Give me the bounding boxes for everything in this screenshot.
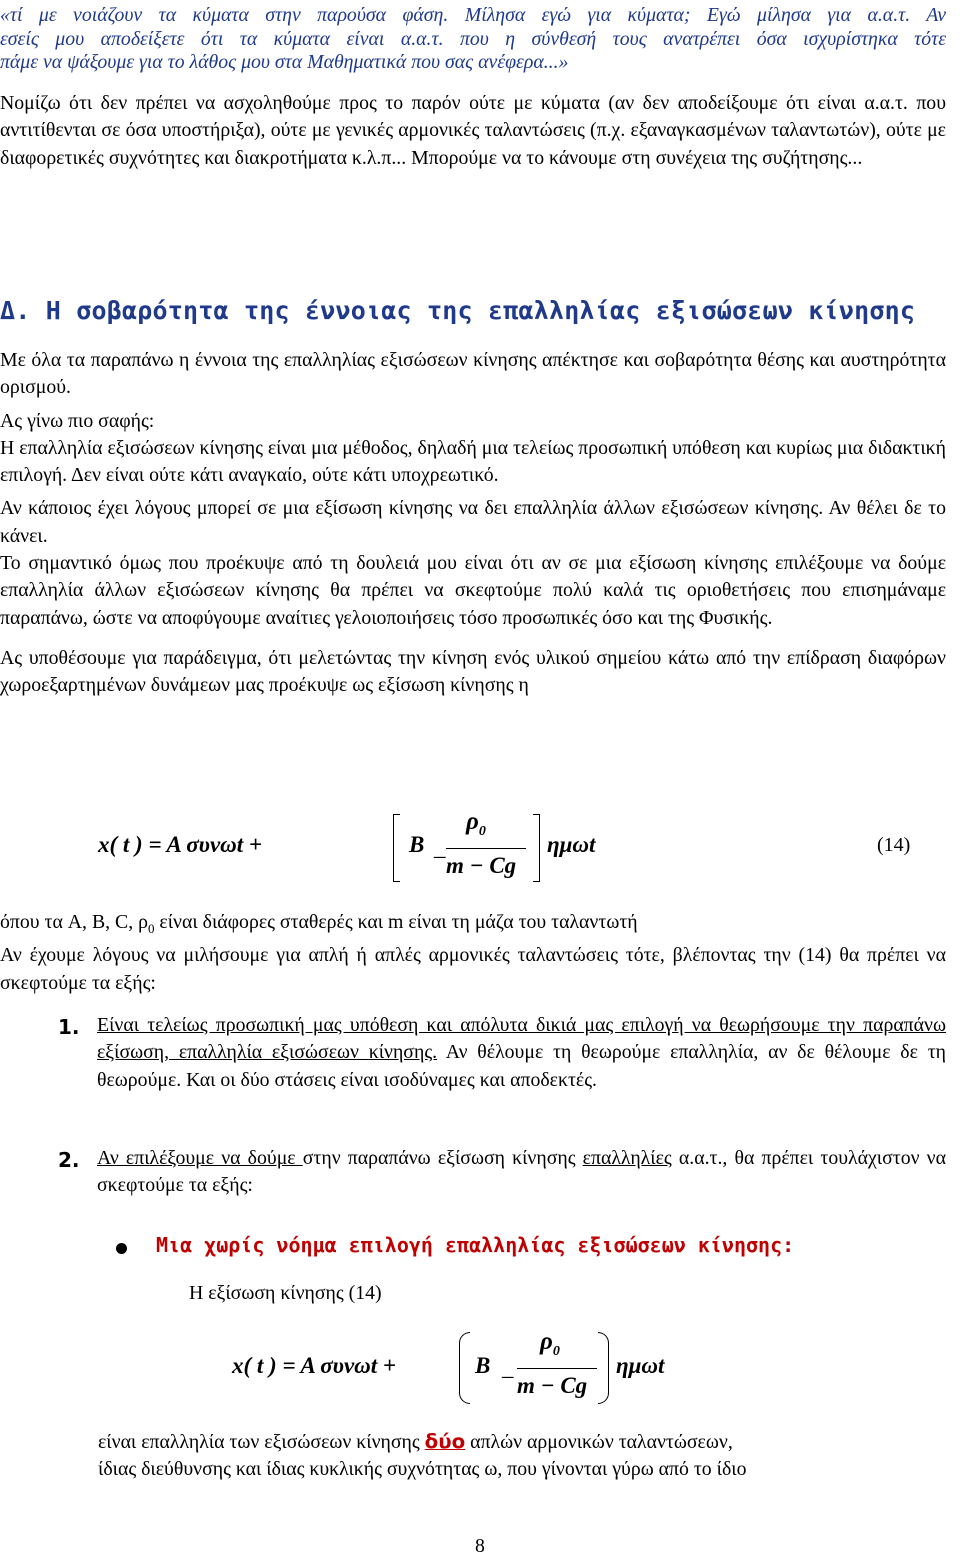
equation-14: x( t ) = A συνωt + B – $\rho_0$ m − Cg ημωt (14) [0,812,946,892]
fraction-numerator [540,1328,560,1360]
underlined-text: επαλληλίες [582,1147,672,1169]
list-number: 1. [58,1015,80,1039]
tail-line: ίδιας διεύθυνσης και ίδιας κυκλικής συχνότητας ω, που γίνονται γύρω από το ίδιο [98,1458,747,1480]
underlined-text: Είναι τελείως προσωπική μας υπόθεση και απόλυτα δικιά μας επιλογή να θεωρήσουμε την παραπάνω εξίσωση, επαλληλία εξισώσεων κίνησης. [97,1014,946,1064]
intro-line: «τί με νοιάζουν τα κύματα στην παρούσα φάση. Μίλησα εγώ για κύματα; Εγώ μίλησα για α.α.τ. Αν [0,4,946,26]
paren-right [598,1332,609,1404]
bracket-right [533,814,540,882]
fraction-denominator: m − Cg [446,853,517,878]
opening-paragraph [0,90,946,172]
equation-lhs: x( t ) = A συνωt + [232,1353,397,1378]
section-heading: Δ. Η σοβαρότητα της έννοιας της επαλληλίας εξισώσεων κίνησης [0,296,916,325]
plain-text: είναι επαλληλία των εξισώσεων κίνησης [98,1431,425,1453]
page-number: 8 [475,1535,485,1557]
section-body [0,347,946,700]
equation-lhs: x( t ) = A συνωt + [98,832,263,857]
list-item-text [97,1145,946,1200]
equation-coefficient: B [475,1353,491,1378]
equation-intro: Η εξίσωση κίνησης (14) [189,1282,382,1304]
numerator-subscript: 0 [552,1344,560,1359]
numerator-symbol: ρ [540,1328,553,1355]
list-item [97,1012,946,1094]
after-equation [0,909,946,997]
fraction-line [446,848,526,849]
fraction-numerator [466,808,486,840]
equation-rhs: ημωt [547,832,596,857]
paragraph: Νομίζω ότι δεν πρέπει να ασχοληθούμε προς το παρόν ούτε με κύματα (αν δεν αποδείξουμε ότι είναι α.α.τ. που αντιτίθενται σε όσα υποστήριξα), ούτε με γενικές αρμονικές ταλαντώσεις (π.χ. εξαναγκασμένων ταλαντωτών), ούτε με διαφορετικές συχνότητες και διακροτήματα κ.λ.π... Μπορούμε να το κάνουμε στη συνέχεια της συζήτησης... [0,92,946,169]
list-item [97,1145,946,1200]
paragraph: Η επαλληλία εξισώσεων κίνησης είναι μια μέθοδος, δηλαδή μια τελείως προσωπική υπόθεση και κυρίως μια διδακτική επιλογή. Δεν είναι ούτε κάτι αναγκαίο, ούτε κάτι υποχρεωτικό. [0,436,946,487]
plain-text: απλών αρμονικών ταλαντώσεων, [465,1431,733,1453]
paragraph: Ας γίνω πιο σαφής: [0,409,155,432]
list-item-text [97,1012,946,1094]
equation-label: (14) [877,834,911,856]
list-number: 2. [58,1148,80,1172]
constants-description [0,909,946,942]
bullet-point [116,1243,127,1254]
equation-14-repeat: x( t ) = A συνωt + B – $\rho_0$ m − Cg ημωt [0,1330,946,1410]
paragraph: Ας υποθέσουμε για παράδειγμα, ότι μελετώντας την κίνηση ενός υλικού σημείου κάτω από την επίδραση διαφόρων χωροεξαρτημένων δυνάμεων μας προέκυψε ως εξίσωση κίνησης η [0,646,946,697]
bracket-left [393,814,400,882]
intro-line: πάμε να ψάξουμε για το λάθος μου στα Μαθηματικά που σας ανέφερα...» [0,51,569,73]
plain-text: Αν θέλουμε τη θεωρούμε επαλληλία, αν δε θέλουμε δε τη θεωρούμε. Και οι δύο στάσεις είναι ισοδύναμες και αποδεκτές. [97,1041,946,1091]
intro-line: εσείς μου αποδείξετε ότι τα κύματα είναι α.α.τ. που η σύνθεσή τους ανατρέπει όσα ισχυρίστηκα τότε [0,27,946,50]
constants-subscript: 0 [147,920,155,936]
numerator-subscript: 0 [478,824,486,839]
highlighted-word: δύο [424,1430,466,1453]
plain-text: στην παραπάνω εξίσωση κίνησης [302,1147,583,1169]
bullet-title: Μια χωρίς νόημα επιλογή επαλληλίας εξισώσεων κίνησης: [156,1233,795,1257]
paren-left [459,1332,470,1404]
equation-rhs: ημωt [616,1353,665,1378]
paragraph: Αν κάποιος έχει λόγους μπορεί σε μια εξίσωση κίνησης να δει επαλληλία άλλων εξισώσεων κίνησης. Αν θέλει δε το κάνει. [0,497,946,547]
numerator-symbol: ρ [466,808,479,835]
tail-line [98,1428,733,1456]
constants-text: είναι διάφορες σταθερές και m είναι τη μάζα του ταλαντωτή [154,911,638,933]
intro-quote [0,4,946,75]
underlined-text: Αν επιλέξουμε να δούμε [97,1147,303,1169]
paragraph: Αν έχουμε λόγους να μιλήσουμε για απλή ή απλές αρμονικές ταλαντώσεις τότε, βλέποντας την (14) θα πρέπει να σκεφτούμε τα εξής: [0,944,946,994]
paragraph: Με όλα τα παραπάνω η έννοια της επαλληλίας εξισώσεων κίνησης απέκτησε και σοβαρότητα θέσης και αυστηρότητα ορισμού. [0,349,946,399]
fraction-denominator: m − Cg [517,1373,588,1398]
plain-text: α.α.τ., θα πρέπει τουλάχιστον να σκεφτούμε τα εξής: [97,1147,946,1197]
constants-text: όπου τα A, B, C, ρ [0,911,148,933]
equation-coefficient: B [409,832,425,857]
fraction-line [517,1368,597,1369]
paragraph: Το σημαντικό όμως που προέκυψε από τη δουλειά μου είναι ότι αν σε μια εξίσωση κίνησης επιλέξουμε να δούμε επαλληλία άλλων εξισώσεων κίνησης θα πρέπει να σκεφτούμε πολύ καλά τις οριοθετήσεις που επισημάναμε παραπάνω, ώστε να αποφύγουμε αναίτιες γελοιοποιήσεις τόσο προσωπικές όσο και της Φυσικής. [0,552,946,629]
